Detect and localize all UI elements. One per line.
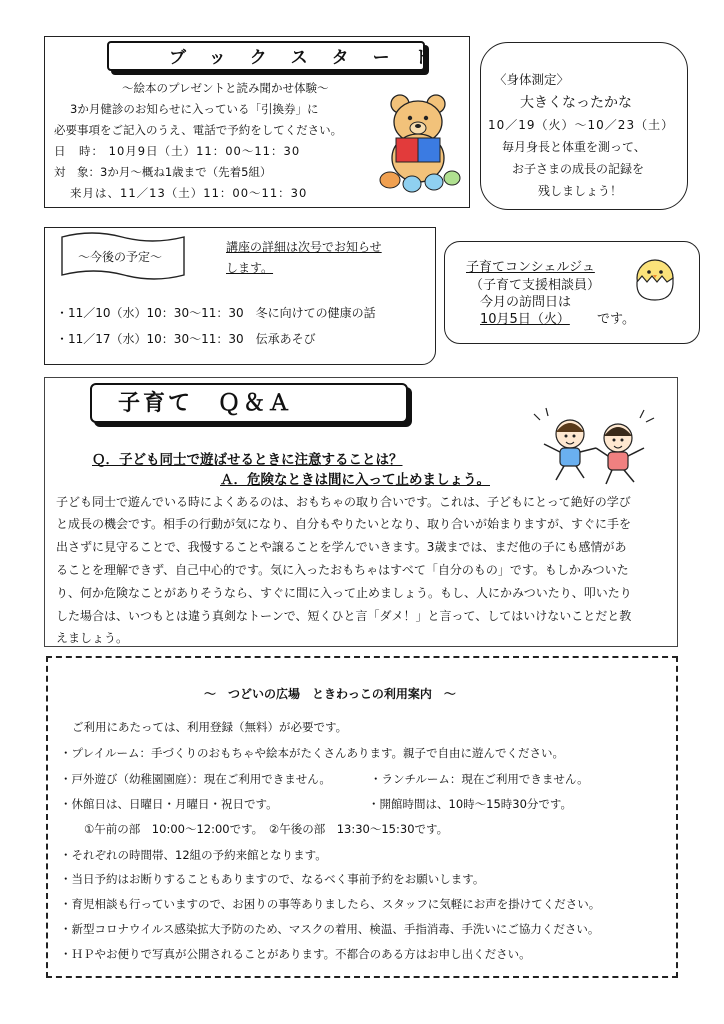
upcoming-item1: ・11／10（水）10：30～11：30 冬に向けての健康の話 [56, 306, 376, 320]
guide-photos: ・ＨＰやお便りで写真が公開されることがあります。不都合のある方はお申し出ください。 [60, 947, 531, 961]
playing-children-illustration [526, 404, 666, 488]
reading-bear-illustration [368, 92, 468, 196]
guide-title: ～ つどいの広場 ときわっこの利用案内 ～ [204, 687, 456, 701]
upcoming-note1: 講座の詳細は次号でお知らせ [226, 240, 382, 254]
guide-covid: ・新型コロナウイルス感染拡大予防のため、マスクの着用、検温、手指消毒、手洗いにご協力ください。 [60, 922, 600, 936]
concierge-line1: 今月の訪問日は [480, 295, 572, 310]
qa-question: Ｑ．子ども同士で遊ばせるときに注意することは？ [92, 452, 403, 468]
measurement-title: 大きくなったかな [520, 95, 632, 111]
measurement-line1: 毎月身長と体重を測って、 [502, 140, 646, 154]
upcoming-note2: します。 [226, 261, 274, 275]
measurement-line3: 残しましょう！ [538, 184, 623, 198]
qa-body-line: と成長の機会です。相手の行動が気になり、自分もやりたいとなり、取り合いが始まりますが、すぐに手を [56, 517, 632, 531]
qa-title: 子育て Ｑ＆Ａ [118, 391, 294, 416]
book-start-subtitle: ～絵本のプレゼントと読み聞かせ体験～ [122, 81, 329, 95]
guide-playroom: ・プレイルーム：手づくりのおもちゃや絵本がたくさんあります。親子で自由に遊んでください。 [60, 746, 565, 760]
book-start-next: 来月は、11／13（土）11：00～11：30 [70, 186, 308, 200]
concierge-suffix: です。 [597, 312, 635, 327]
qa-body-line: ることを理解できず、自己中心的です。気に入ったおもちゃはすべて「自分のもの」です。もしかみついた [56, 563, 629, 577]
guide-intro: ご利用にあたっては、利用登録（無料）が必要です。 [72, 720, 348, 734]
book-start-title: ブックスタート [169, 48, 455, 68]
qa-title-box [90, 383, 408, 423]
concierge-sub: （子育て支援相談員） [470, 278, 601, 293]
upcoming-item2: ・11／17（水）10：30～11：30 伝承あそび [56, 332, 316, 346]
chick-egg-icon [628, 254, 682, 304]
guide-outdoor: ・戸外遊び（幼稚園園庭）：現在ご利用できません。 [60, 772, 331, 786]
guide-consult: ・育児相談も行っていますので、お困りの事等ありましたら、スタッフに気軽にお声を掛けてください。 [60, 897, 601, 911]
guide-hours: ・開館時間は、10時～15時30分です。 [368, 797, 572, 811]
qa-answer: Ａ．危険なときは間に入って止めましょう。 [220, 472, 490, 488]
qa-body-line: した場合は、いつもとは違う真剣なトーンで、短くひと言「ダメ！」と言って、してはいけないことだと教 [56, 609, 632, 623]
guide-closed: ・休館日は、日曜日・月曜日・祝日です。 [60, 797, 278, 811]
book-start-line1: 3か月健診のお知らせに入っている「引換券」に [70, 102, 319, 116]
concierge-date: 10月5日（火） [480, 312, 570, 327]
guide-sameday: ・当日予約はお断りすることもありますので、なるべく事前予約をお願いします。 [60, 872, 485, 886]
guide-lunch: ・ランチルーム：現在ご利用できません。 [370, 772, 589, 786]
book-start-title-box [107, 41, 455, 71]
measurement-heading: 〈身体測定〉 [494, 72, 570, 87]
measurement-line2: お子さまの成長の記録を [512, 162, 645, 176]
book-start-target: 対 象：3か月～概ね1歳まで（先着5組） [54, 165, 272, 179]
guide-sessions: ①午前の部 10:00～12:00です。 ②午後の部 13:30～15:30です。 [84, 822, 449, 836]
book-start-line2: 必要事項をご記入のうえ、電話で予約をしてください。 [54, 123, 343, 137]
guide-slots: ・それぞれの時間帯、12組の予約来館となります。 [60, 848, 327, 862]
qa-body-line: えましょう。 [56, 631, 129, 645]
book-start-date: 日 時： 10月9日（土）11：00～11：30 [54, 144, 301, 158]
qa-body-line: 子ども同士で遊んでいる時によくあるのは、おもちゃの取り合いです。これは、子どもにとって絶好の学び [56, 495, 631, 509]
qa-body-line: 出さずに見守ることで、我慢することや譲ることを学んでいきます。3歳までは、まだ他の子にも感情があ [56, 540, 627, 554]
upcoming-banner-label: ～今後の予定～ [78, 250, 163, 264]
measurement-dates: 10／19（火）～10／23（土） [488, 118, 675, 132]
concierge-title: 子育てコンシェルジュ [466, 260, 595, 275]
qa-body-line: り、何か危険なことがありそうなら、すぐに間に入って止めましょう。もし、人にかみついたり、叩いたり [56, 586, 632, 600]
